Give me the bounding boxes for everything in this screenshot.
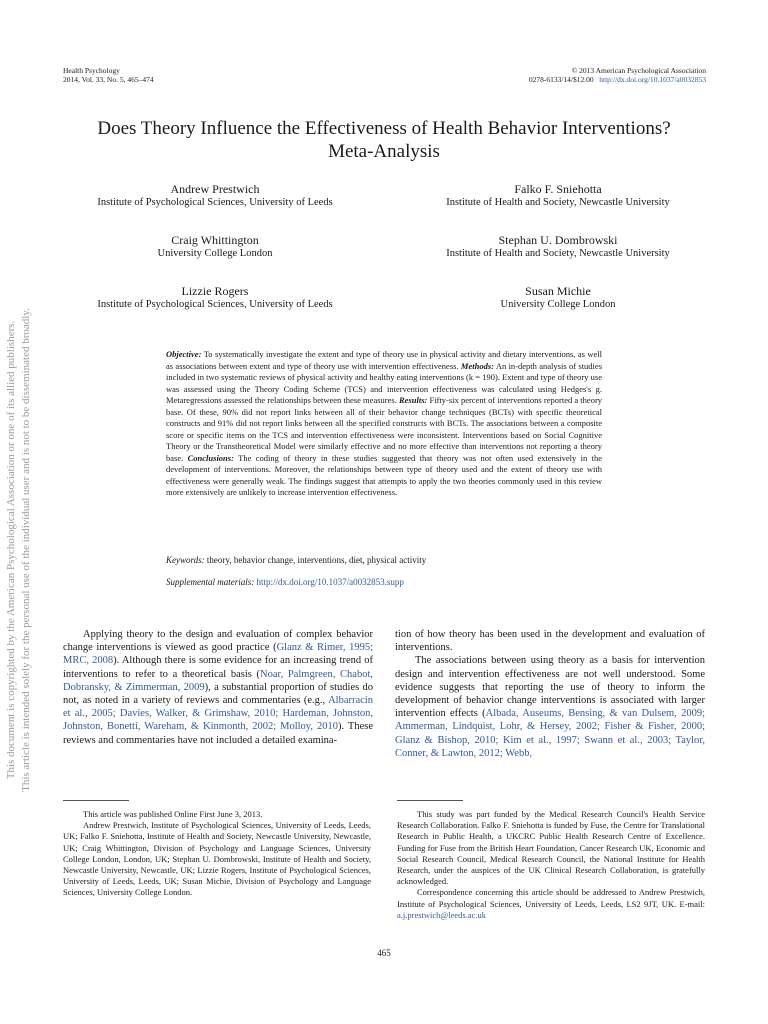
methods-text: An in-depth analysis of studies included in two systematic reviews of physical activity and healthy eating interventions (k = 190). Extent and type of theory use was assessed using the Theory Coding Scheme (TCS) and intervention effectiveness was calculated using Hedges's g. Metaregressions assessed the relationships between these measures.	[166, 360, 603, 405]
footnote-right	[397, 809, 705, 921]
supplemental-materials	[166, 577, 404, 587]
correspondence-text: Correspondence concerning this article should be addressed to Andrew Prestwich, Institute of Psychological Sciences, University of Leeds, Leeds, LS2 9JT, UK. E-mail:	[397, 887, 705, 909]
journal-name: Health Psychology	[63, 66, 120, 75]
author-name: Stephan U. Dombrowski	[498, 233, 618, 247]
author-name: Craig Whittington	[171, 233, 259, 247]
keywords-text: theory, behavior change, interventions, diet, physical activity	[206, 555, 427, 565]
author-name: Falko F. Sniehotta	[514, 182, 602, 196]
footnote-divider	[397, 800, 463, 801]
footnote-left	[63, 809, 371, 899]
author-affiliation: University College London	[500, 299, 616, 310]
footnote-paragraph: This study was part funded by the Medical Research Council's Health Service Research Collaboration. Falko F. Sniehotta is funded by Fuse, the Centre for Translational Research in Public Health, a UKCRC Public Health Research Centre of Excellence. Funding for Fuse from the British Heart Foundation, Cancer Research UK, Economic and Social Research Council, Medical Research Council, the National Institute for Health Research, under the auspices of the UK Clinical Research Collaboration, is gratefully acknowledged.	[397, 809, 705, 887]
footnote-paragraph: Andrew Prestwich, Institute of Psychological Sciences, University of Leeds, Leeds, UK; Falko F. Sniehotta, Institute of Health and Society, Newcastle University, Newcastle, UK; Craig Whittington, Division of Psychology and Language Sciences, University College London, London, UK; Stephan U. Dombrowski, Institute of Health and Society, Newcastle University, Newcastle, UK; Lizzie Rogers, Institute of Psychological Sciences, University of Leeds, Leeds, UK; Susan Michie, Division of Psychology and Language Sciences, University College London.	[63, 820, 371, 898]
side-notice-line-1: This document is copyrighted by the American Psychological Association or one of its allied publishers.	[5, 320, 17, 780]
body-text: Applying theory to the design and evaluation of complex behavior change interventions is viewed as good practice (	[63, 629, 373, 654]
citation-link[interactable]: Albada, Auseums, Bensing, & van Dulsem, 2009; Ammerman, Lindquist, Lohr, & Hersey, 2002; Fisher & Fisher, 2000; Glanz & Bishop, 2010; Kim et al., 1997; Swann et al., 2003; Taylor, Conner, & Lawton, 2012; Webb,	[395, 708, 705, 759]
citation-link[interactable]: Noar, Palmgreen, Chabot, Dobransky, & Zimmerman, 2009	[63, 668, 373, 693]
body-text: ). These reviews and commentaries have not included a detailed examina-	[63, 721, 373, 746]
author-affiliation: Institute of Health and Society, Newcastle University	[446, 248, 670, 259]
body-text: ). Although there is some evidence for an increasing trend of interventions to refer to a theoretical basis (	[63, 655, 374, 680]
author-affiliation: Institute of Health and Society, Newcastle University	[446, 197, 670, 208]
supplemental-link[interactable]: http://dx.doi.org/10.1037/a0032853.supp	[256, 577, 404, 587]
author-name: Susan Michie	[525, 284, 591, 298]
abstract	[166, 349, 602, 499]
conclusions-text: The coding of theory in these studies suggested that theory was not often used extensively in the development of interventions. Moreover, the relationships between type of theory used and the extent of theory use with effectiveness were generally weak. The findings suggest that attempts to apply the two theories commonly used in this review more extensively are unlikely to increase intervention effectiveness.	[166, 452, 602, 497]
issn: 0278-6133/14/$12.00	[528, 75, 594, 84]
footnote-paragraph: This article was published Online First June 3, 2013.	[83, 809, 263, 819]
body-text: ), a substantial proportion of studies do not, as noted in a variety of reviews and commentaries (e.g.,	[63, 681, 374, 707]
title-line-2: Meta-Analysis	[328, 141, 440, 162]
issn-doi-line	[529, 75, 706, 84]
publisher-header	[529, 66, 706, 84]
body-column-left	[63, 628, 373, 747]
author-affiliation: Institute of Psychological Sciences, University of Leeds	[97, 197, 333, 208]
body-text: The associations between using theory as a basis for intervention design and intervention effectiveness are not well understood. Some evidence suggests that reporting the use of theory to inform the development of behavior change interventions is associated with larger intervention effects (	[395, 655, 705, 720]
author-affiliation: Institute of Psychological Sciences, University of Leeds	[97, 299, 333, 310]
keywords	[166, 555, 426, 565]
results-label: Results:	[399, 395, 428, 405]
author-block	[408, 183, 708, 209]
author-block	[70, 183, 360, 209]
body-paragraph	[63, 628, 373, 747]
footnote-paragraph	[397, 887, 705, 921]
citation-link[interactable]: Albarracin et al., 2005; Davies, Walker, & Grimshaw, 2010; Hardeman, Johnston, Johnston, Bonetti, Wareham, & Kinmonth, 2002; Molloy, 2010	[63, 695, 373, 733]
copyright-side-notice	[4, 290, 44, 810]
objective-text: To systematically investigate the extent and type of theory use in physical activity and dietary interventions, as well as associations between extent and type of theory use with intervention effectiveness.	[166, 349, 602, 371]
author-block	[408, 285, 708, 311]
journal-header	[63, 66, 154, 84]
supplemental-label: Supplemental materials:	[166, 577, 255, 587]
author-affiliation: University College London	[157, 248, 273, 259]
author-block	[70, 285, 360, 311]
methods-label: Methods:	[460, 360, 494, 371]
citation-link[interactable]: Glanz & Rimer, 1995; MRC, 2008	[63, 642, 373, 667]
email-link[interactable]: a.j.prestwich@leeds.ac.uk	[397, 909, 487, 920]
page-number: 465	[377, 948, 391, 958]
body-paragraph: tion of how theory has been used in the development and evaluation of interventions.	[395, 629, 705, 654]
results-text: Fifty-six percent of interventions reported a theory base. Of these, 90% did not report links between all of their behavior change techniques (BCTs) with specific theoretical constructs and 91% did not report links between all the specified constructs with BCTs. The associations between a composite score or specific items on the TCS and intervention effectiveness were inconsistent. Interventions based on Social Cognitive Theory or the Transtheoretical Model were similarly effective and no more effective than interventions not reporting a theory base.	[166, 395, 603, 463]
author-block	[408, 234, 708, 260]
article-title	[40, 117, 728, 163]
author-block	[70, 234, 360, 260]
conclusions-label: Conclusions:	[187, 452, 234, 463]
journal-volume: 2014, Vol. 33, No. 5, 465–474	[63, 75, 154, 84]
objective-label: Objective:	[166, 349, 202, 359]
footnote-divider	[63, 800, 129, 801]
doi-link[interactable]: http://dx.doi.org/10.1037/a0032853	[599, 75, 706, 84]
copyright-line: © 2013 American Psychological Association	[571, 66, 706, 75]
author-name: Lizzie Rogers	[181, 284, 249, 298]
title-line-1: Does Theory Influence the Effectiveness of Health Behavior Interventions?	[97, 118, 671, 139]
body-paragraph	[395, 654, 705, 760]
side-notice-line-2: This article is intended solely for the personal use of the individual user and is not to be disseminated broadly.	[20, 308, 32, 792]
keywords-label: Keywords:	[166, 555, 205, 565]
author-name: Andrew Prestwich	[170, 182, 260, 196]
body-column-right	[395, 628, 705, 760]
